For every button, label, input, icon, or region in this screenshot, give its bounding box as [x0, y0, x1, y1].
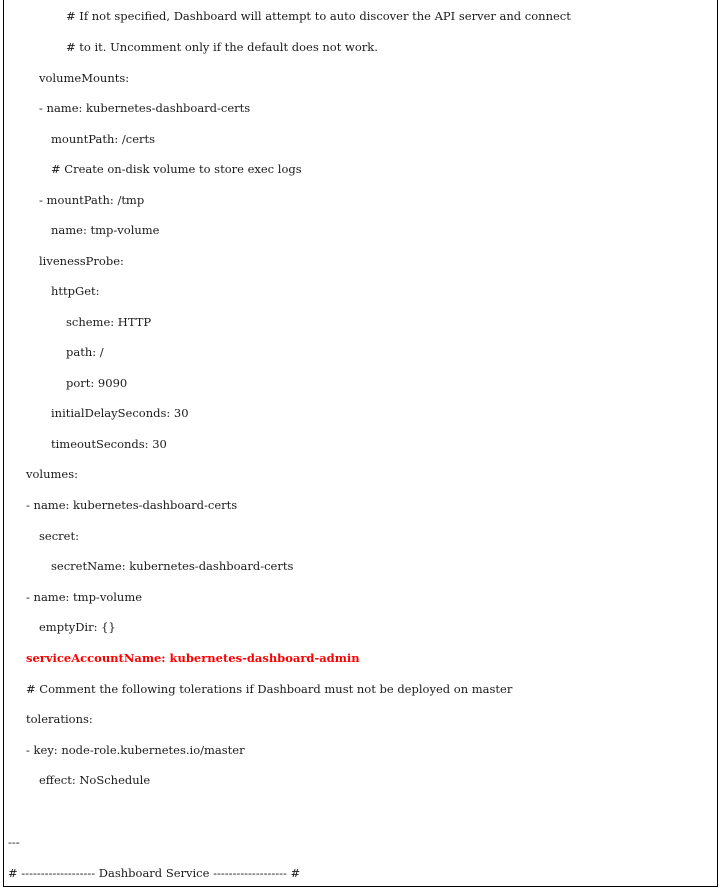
- code-line: - mountPath: /tmp: [39, 193, 145, 207]
- code-line: tolerations:: [26, 712, 93, 726]
- code-line: # Create on-disk volume to store exec logs: [51, 162, 302, 176]
- code-line: - key: node-role.kubernetes.io/master: [26, 743, 245, 757]
- code-line: scheme: HTTP: [66, 315, 152, 329]
- code-line: secret:: [39, 529, 79, 543]
- code-line: - name: kubernetes-dashboard-certs: [26, 498, 238, 512]
- code-line: emptyDir: {}: [39, 620, 116, 634]
- code-line: livenessProbe:: [39, 254, 124, 268]
- code-line: httpGet:: [51, 284, 100, 298]
- code-line: volumes:: [26, 467, 78, 481]
- code-line: initialDelaySeconds: 30: [51, 406, 189, 420]
- code-line: path: /: [66, 345, 104, 359]
- code-line: ---: [8, 835, 20, 849]
- code-line: # Comment the following tolerations if Dashboard must not be deployed on master: [26, 682, 513, 696]
- code-line: # ------------------- Dashboard Service ------------------- #: [8, 866, 301, 880]
- code-line: name: tmp-volume: [51, 223, 160, 237]
- code-line: - name: kubernetes-dashboard-certs: [39, 101, 251, 115]
- code-line: mountPath: /certs: [51, 132, 156, 146]
- code-line: volumeMounts:: [39, 71, 130, 85]
- code-line: secretName: kubernetes-dashboard-certs: [51, 559, 294, 573]
- code-line: - name: tmp-volume: [26, 590, 143, 604]
- code-line: port: 9090: [66, 376, 128, 390]
- code-line: timeoutSeconds: 30: [51, 437, 167, 451]
- code-line: # If not specified, Dashboard will attempt to auto discover the API server and connect: [66, 9, 571, 23]
- highlighted-code-line: serviceAccountName: kubernetes-dashboard-admin: [26, 651, 360, 665]
- code-line: effect: NoSchedule: [39, 773, 151, 787]
- code-line: # to it. Uncomment only if the default does not work.: [66, 40, 378, 54]
